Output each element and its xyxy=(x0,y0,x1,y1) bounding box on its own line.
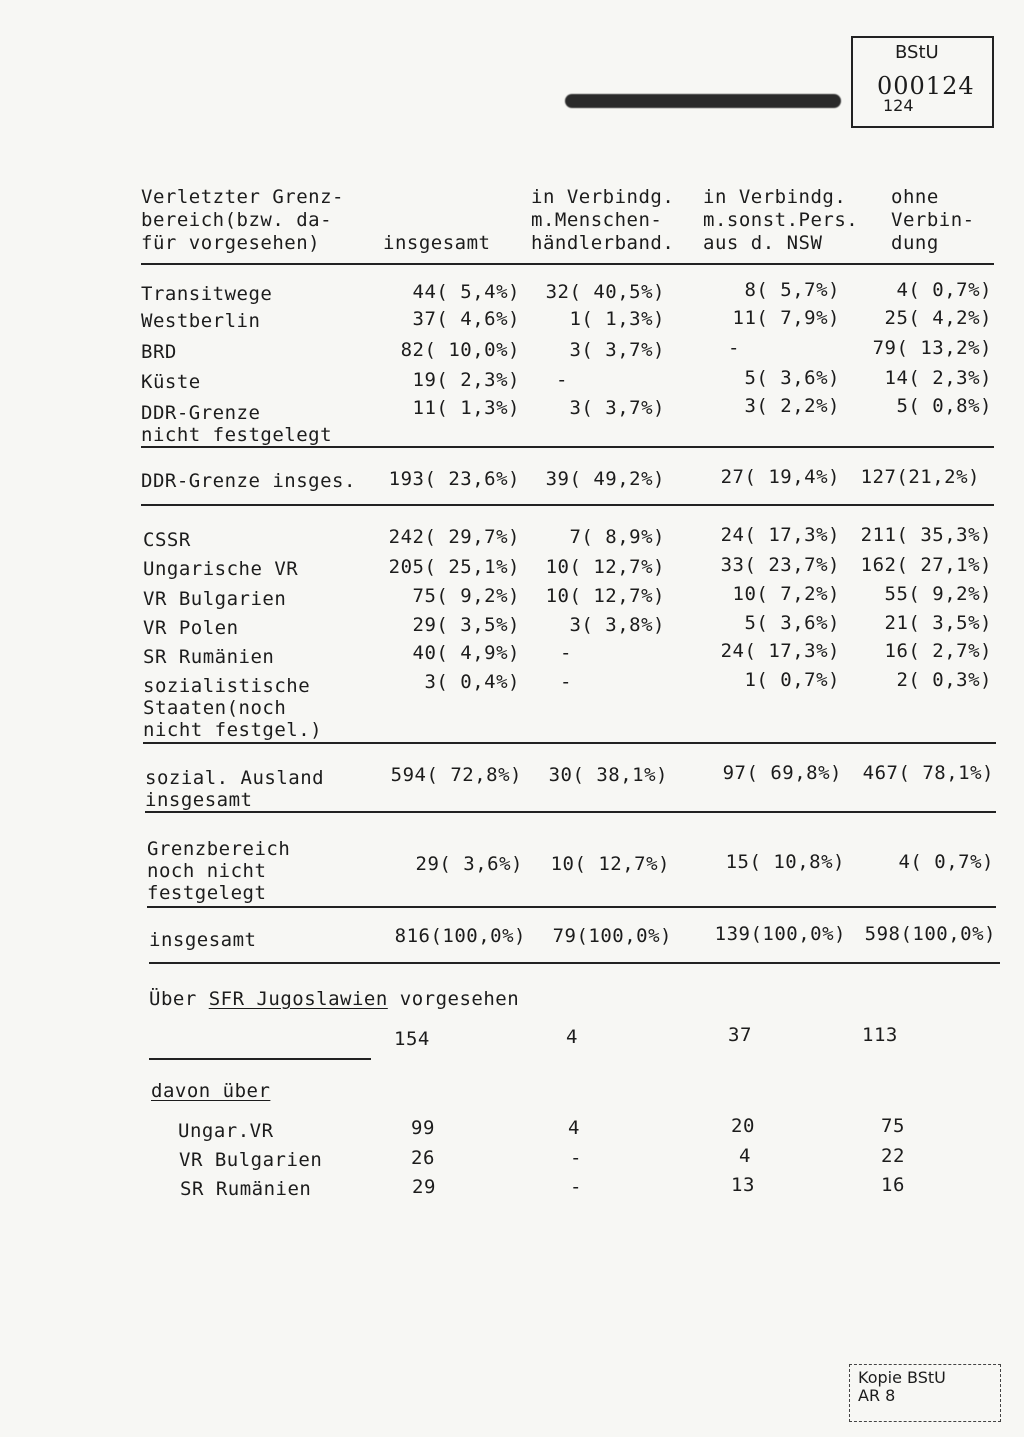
cell-sonst-pers: 1( 0,7%) xyxy=(744,669,840,691)
rule xyxy=(149,1058,371,1060)
cell-sonst-pers: 139(100,0%) xyxy=(714,923,846,945)
cell-menschenhaendler: 3( 3,7%) xyxy=(569,397,665,419)
yugo-heading xyxy=(149,988,519,1010)
header-col0-line3: für vorgesehen) xyxy=(141,232,321,254)
rule xyxy=(149,962,1000,964)
cell-insgesamt: 11( 1,3%) xyxy=(412,397,520,419)
cell-ohne: 55( 9,2%) xyxy=(884,583,992,605)
cell-insgesamt: 29( 3,5%) xyxy=(412,614,520,636)
row-label: DDR-Grenze xyxy=(141,402,261,424)
row-label: VR Bulgarien xyxy=(143,588,287,610)
cell-menschenhaendler: 3( 3,8%) xyxy=(569,614,665,636)
cell-ohne: 79( 13,2%) xyxy=(872,337,992,359)
cell-sonst-pers: 24( 17,3%) xyxy=(720,640,840,662)
row-label: festgelegt xyxy=(147,882,267,904)
cell-menschenhaendler: 32( 40,5%) xyxy=(545,281,665,303)
cell-sonst-pers: 97( 69,8%) xyxy=(722,762,842,784)
cell-sonst-pers: - xyxy=(728,337,740,359)
copy-stamp-line2: AR 8 xyxy=(858,1386,896,1405)
cell-sonst-pers: 3( 2,2%) xyxy=(744,395,840,417)
yugo-country: SFR Jugoslawien xyxy=(208,988,388,1010)
header-col2-line1: in Verbindg. xyxy=(531,186,675,208)
cell-sonst-pers: 10( 7,2%) xyxy=(732,583,840,605)
header-col3-line2: m.sonst.Pers. xyxy=(703,209,859,231)
cell-insgesamt: 19( 2,3%) xyxy=(412,369,520,391)
rule xyxy=(141,446,994,448)
cell-menschenhaendler: 10( 12,7%) xyxy=(550,853,670,875)
header-col0-line1: Verletzter Grenz- xyxy=(141,186,344,208)
cell-insgesamt: 75( 9,2%) xyxy=(412,585,520,607)
cell-insgesamt: 37( 4,6%) xyxy=(412,308,520,330)
cell-sonst-pers: 15( 10,8%) xyxy=(725,851,845,873)
header-col4-line1: ohne xyxy=(891,186,939,208)
header-col0-line2: bereich(bzw. da- xyxy=(141,209,333,231)
yugo-suffix: vorgesehen xyxy=(399,988,520,1010)
davon-menschenhaendler: - xyxy=(570,1176,582,1198)
cell-menschenhaendler: 10( 12,7%) xyxy=(545,556,665,578)
cell-insgesamt: 193( 23,6%) xyxy=(388,468,520,490)
davon-row-label: Ungar.VR xyxy=(178,1120,274,1142)
copy-stamp-line1: Kopie BStU xyxy=(858,1368,946,1387)
row-label: VR Polen xyxy=(143,617,239,639)
archive-stamp xyxy=(851,36,994,128)
cell-ohne: 2( 0,3%) xyxy=(896,669,992,691)
yugo-sonst-pers: 37 xyxy=(728,1024,752,1046)
row-label: Ungarische VR xyxy=(143,558,299,580)
yugo-menschenhaendler: 4 xyxy=(566,1026,578,1048)
cell-sonst-pers: 24( 17,3%) xyxy=(720,524,840,546)
cell-insgesamt: 816(100,0%) xyxy=(394,925,526,947)
cell-insgesamt: 29( 3,6%) xyxy=(415,853,523,875)
cell-insgesamt: 44( 5,4%) xyxy=(412,281,520,303)
row-label: insgesamt xyxy=(149,929,257,951)
row-label: CSSR xyxy=(143,529,191,551)
yugo-insgesamt: 154 xyxy=(394,1028,430,1050)
header-col4-line3: dung xyxy=(891,232,939,254)
davon-row-label: SR Rumänien xyxy=(180,1178,312,1200)
cell-ohne: 4( 0,7%) xyxy=(896,279,992,301)
cell-sonst-pers: 5( 3,6%) xyxy=(744,612,840,634)
cell-menschenhaendler: 79(100,0%) xyxy=(552,925,672,947)
row-label: nicht festgel.) xyxy=(143,719,323,741)
cell-ohne: 25( 4,2%) xyxy=(884,307,992,329)
cell-ohne: 211( 35,3%) xyxy=(860,524,992,546)
rule xyxy=(145,811,996,813)
row-label: sozialistische xyxy=(143,675,311,697)
davon-sonst-pers: 13 xyxy=(731,1174,755,1196)
header-col4-line2: Verbin- xyxy=(891,209,975,231)
header-col1: insgesamt xyxy=(383,232,491,254)
stamp-page: 124 xyxy=(883,96,914,115)
stamp-number: 000124 xyxy=(877,72,975,100)
cell-ohne: 14( 2,3%) xyxy=(884,367,992,389)
header-col2-line2: m.Menschen- xyxy=(531,209,663,231)
row-label: SR Rumänien xyxy=(143,646,275,668)
cell-menschenhaendler: 7( 8,9%) xyxy=(569,526,665,548)
rule xyxy=(141,504,994,506)
row-label: insgesamt xyxy=(145,789,253,811)
row-label: nicht festgelegt xyxy=(141,424,333,446)
header-col3-line1: in Verbindg. xyxy=(703,186,847,208)
cell-insgesamt: 40( 4,9%) xyxy=(412,642,520,664)
cell-sonst-pers: 27( 19,4%) xyxy=(720,466,840,488)
cell-menschenhaendler: 10( 12,7%) xyxy=(545,585,665,607)
davon-ohne: 22 xyxy=(881,1145,905,1167)
cell-menschenhaendler: 3( 3,7%) xyxy=(569,339,665,361)
cell-ohne: 467( 78,1%) xyxy=(862,762,994,784)
rule xyxy=(143,742,996,744)
cell-insgesamt: 205( 25,1%) xyxy=(388,556,520,578)
cell-sonst-pers: 33( 23,7%) xyxy=(720,554,840,576)
row-label: Staaten(noch xyxy=(143,697,287,719)
cell-ohne: 5( 0,8%) xyxy=(896,395,992,417)
davon-sonst-pers: 4 xyxy=(739,1145,751,1167)
header-col2-line3: händlerband. xyxy=(531,232,675,254)
cell-menschenhaendler: - xyxy=(556,369,568,391)
davon-row-label: VR Bulgarien xyxy=(179,1149,323,1171)
stamp-label: BStU xyxy=(895,42,939,63)
row-label: DDR-Grenze insges. xyxy=(141,470,356,492)
cell-menschenhaendler: - xyxy=(560,671,572,693)
cell-insgesamt: 82( 10,0%) xyxy=(400,339,520,361)
davon-heading: davon über xyxy=(151,1080,271,1102)
row-label: Transitwege xyxy=(141,283,273,305)
cell-insgesamt: 242( 29,7%) xyxy=(388,526,520,548)
davon-menschenhaendler: 4 xyxy=(568,1117,580,1139)
cell-sonst-pers: 11( 7,9%) xyxy=(732,307,840,329)
rule xyxy=(141,263,994,265)
row-label: sozial. Ausland xyxy=(145,767,325,789)
cell-ohne: 598(100,0%) xyxy=(864,923,996,945)
row-label: Westberlin xyxy=(141,310,261,332)
cell-insgesamt: 594( 72,8%) xyxy=(390,764,522,786)
row-label: noch nicht xyxy=(147,860,267,882)
cell-menschenhaendler: - xyxy=(560,642,572,664)
row-label: Küste xyxy=(141,371,201,393)
cell-sonst-pers: 8( 5,7%) xyxy=(744,279,840,301)
rule xyxy=(147,906,996,908)
davon-insgesamt: 99 xyxy=(411,1117,435,1139)
davon-insgesamt: 26 xyxy=(411,1147,435,1169)
cell-menschenhaendler: 1( 1,3%) xyxy=(569,308,665,330)
cell-ohne: 127(21,2%) xyxy=(860,466,980,488)
davon-ohne: 16 xyxy=(881,1174,905,1196)
cell-ohne: 21( 3,5%) xyxy=(884,612,992,634)
cell-sonst-pers: 5( 3,6%) xyxy=(744,367,840,389)
cell-menschenhaendler: 30( 38,1%) xyxy=(548,764,668,786)
yugo-ohne: 113 xyxy=(862,1024,898,1046)
copy-stamp xyxy=(849,1364,1001,1422)
cell-ohne: 4( 0,7%) xyxy=(898,851,994,873)
davon-ohne: 75 xyxy=(881,1115,905,1137)
cell-insgesamt: 3( 0,4%) xyxy=(424,671,520,693)
cell-menschenhaendler: 39( 49,2%) xyxy=(545,468,665,490)
davon-sonst-pers: 20 xyxy=(731,1115,755,1137)
yugo-prefix: Über xyxy=(149,988,197,1010)
redaction-mark xyxy=(565,94,841,108)
row-label: Grenzbereich xyxy=(147,838,291,860)
davon-insgesamt: 29 xyxy=(412,1176,436,1198)
header-col3-line3: aus d. NSW xyxy=(703,232,823,254)
cell-ohne: 162( 27,1%) xyxy=(860,554,992,576)
davon-menschenhaendler: - xyxy=(570,1147,582,1169)
cell-ohne: 16( 2,7%) xyxy=(884,640,992,662)
row-label: BRD xyxy=(141,341,177,363)
